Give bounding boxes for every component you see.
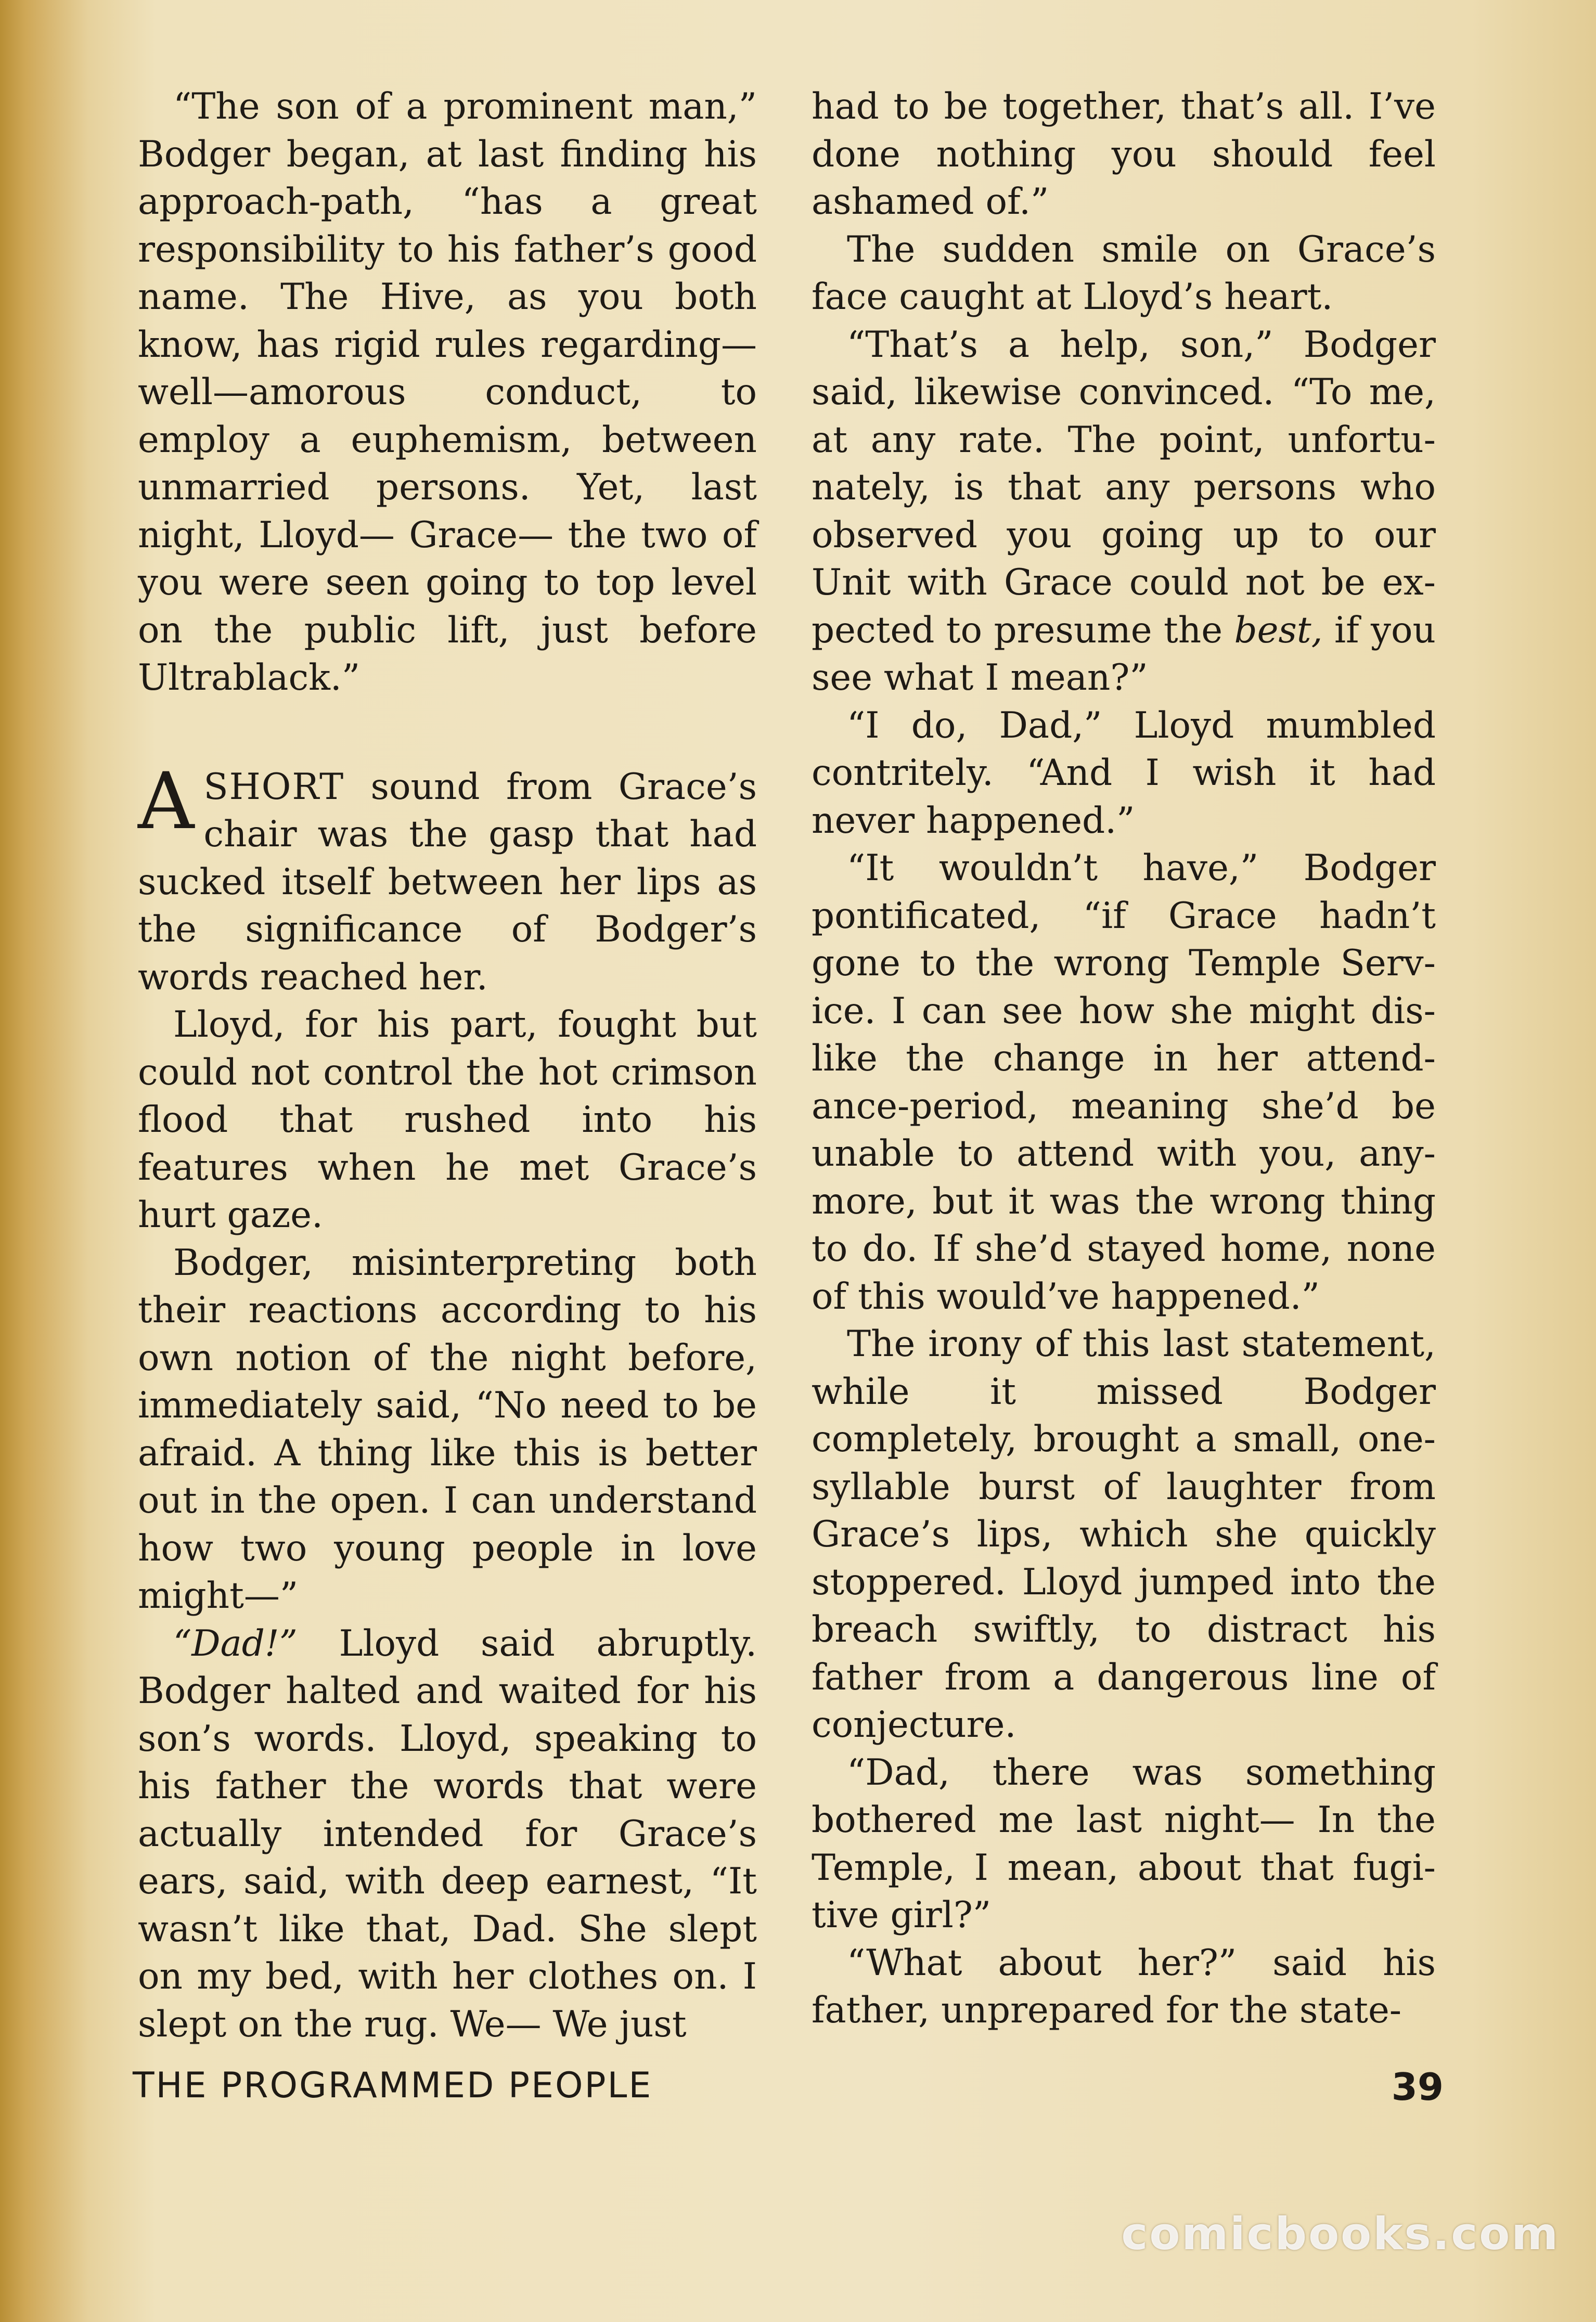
drop-cap: A: [138, 756, 195, 847]
paragraph-continued: had to be together, that’s all. I’ve done nothing you should feel ashamed of.”: [812, 86, 1436, 223]
paragraph: [812, 321, 1436, 702]
paragraph-with-dropcap: [138, 756, 757, 1002]
left-text-column: [138, 83, 757, 2048]
paragraph: “It wouldn’t have,” Bodger pontificated, “if Grace hadn’t gone to the wrong Temple Service. I can see how she might dislike the change in her attendance-period, meaning she’d be unable to attend with you, anymore, but it was the wrong thing to do. If she’d stayed home, none of this would’ve happened.”: [812, 847, 1436, 1318]
italic-dialogue: “Dad!”: [173, 1622, 298, 1665]
paragraph: “Dad, there was something bothered me last night— In the Temple, I mean, about that fugitive girl?”: [812, 1751, 1436, 1936]
watermark: comicbooks.com: [1121, 2208, 1560, 2260]
paragraph: Bodger, misinterpreting both their reactions according to his own notion of the night before, immediately said, “No need to be afraid. A thing like this is better out in the open. I can understand how two young people in love might—”: [138, 1242, 757, 1617]
paragraph: The sudden smile on Grace’s face caught at Lloyd’s heart.: [812, 228, 1436, 318]
page-footer: [133, 2065, 1444, 2112]
paragraph: “What about her?” said his father, unprepared for the state-: [812, 1942, 1436, 2031]
italic-word: best,: [1234, 609, 1323, 651]
paragraph: “The son of a prominent man,” Bodger began, at last finding his approach-path, “has a great responsibility to his father’s good name. The Hive, as you both know, has rigid rules regarding—well—amorous conduct, to employ a euphemism, between unmarried persons. Yet, last night, Lloyd— Grace— the two of you were seen going to top level on the public lift, just before Ultrablack.”: [138, 86, 757, 699]
small-caps-lead: SHORT: [203, 766, 345, 808]
paragraph-text: Lloyd said abruptly. Bodger halted and waited for his son’s words. Lloyd, speaking to his father the words that were actually intended for Grace’s ears, said, with deep earnest, “It wasn’t like that, Dad. She slept on my bed, with her clothes on. I slept on the rug. We— We just: [138, 1622, 757, 2045]
paragraph-text: sound from Grace’s chair was the gasp that had sucked itself between her lips as the significance of Bodger’s words reached her.: [138, 766, 757, 998]
paragraph: “I do, Dad,” Lloyd mumbled contritely. “And I wish it had never happened.”: [812, 704, 1436, 842]
right-text-column: [812, 83, 1436, 2035]
page-number: 39: [1391, 2065, 1444, 2109]
paragraph: [138, 1620, 757, 2049]
paragraph-text: if you see what I mean?”: [812, 609, 1436, 699]
running-title: THE PROGRAMMED PEOPLE: [133, 2065, 653, 2106]
paragraph: The irony of this last statement, while it missed Bodger completely, brought a small, one-syllable burst of laughter from Grace’s lips, which she quickly stoppered. Lloyd jumped into the breach swiftly, to distract his father from a dangerous line of conjecture.: [812, 1323, 1436, 1746]
paragraph: Lloyd, for his part, fought but could not control the hot crimson flood that rushed into his features when he met Grace’s hurt gaze.: [138, 1004, 757, 1236]
paragraph-text: “That’s a help, son,” Bodger said, likewise convinced. “To me, at any rate. The point, unfortunately, is that any persons who observed you going up to our Unit with Grace could not be expected to presume the: [812, 324, 1436, 651]
